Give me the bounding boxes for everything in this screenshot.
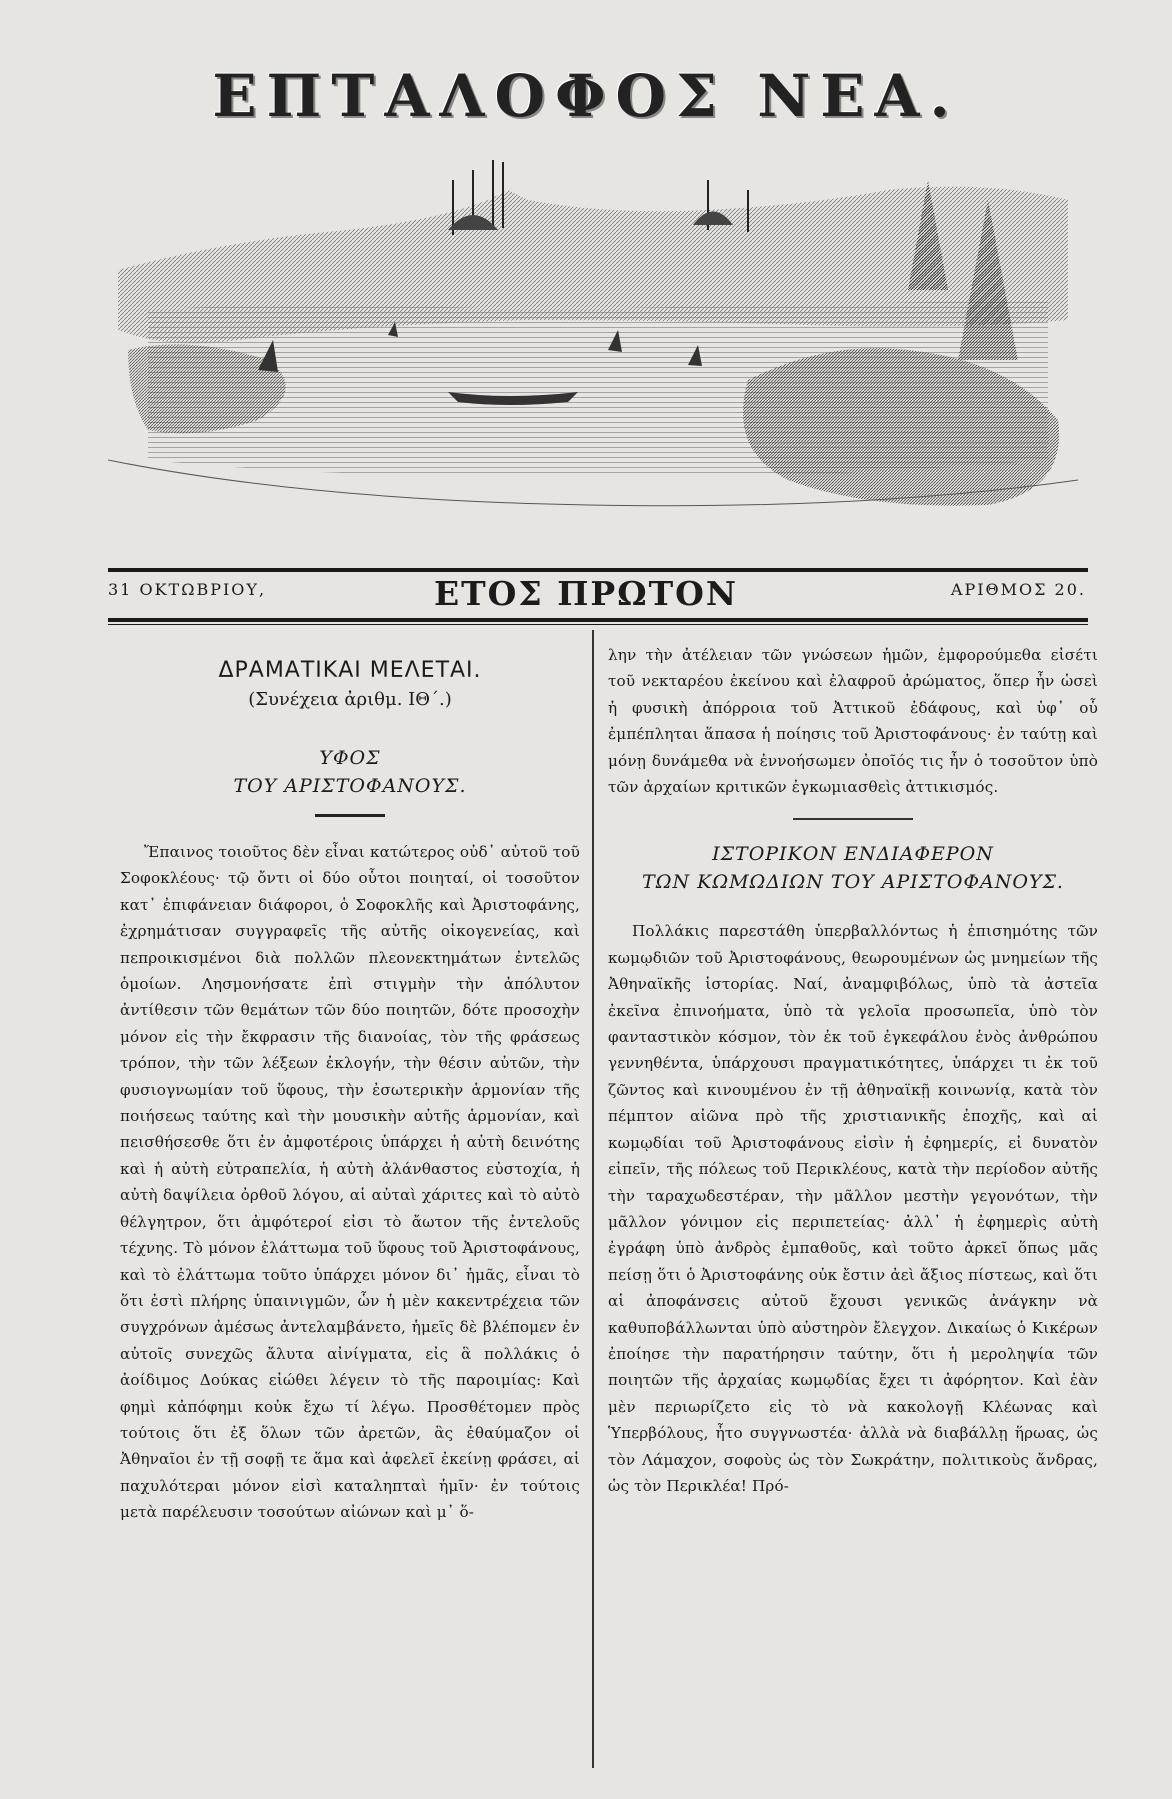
column-divider — [592, 630, 594, 1768]
article-subtitle: (Συνέχεια ἀριθμ. ΙΘ΄.) — [248, 689, 452, 710]
constantinople-engraving — [108, 160, 1078, 520]
section-heading-line2: ΤΟΥ ΑΡΙΣΤΟΦΑΝΟΥΣ. — [233, 775, 467, 797]
section-divider — [315, 814, 385, 817]
section-heading-right-line1: ΙΣΤΟΡΙΚΟΝ ΕΝΔΙΑΦΕΡΟΝ — [712, 843, 994, 866]
article-title: ΔΡΑΜΑΤΙΚΑΙ ΜΕΛΕΤΑΙ. — [218, 658, 482, 683]
header-rule-top — [108, 568, 1088, 572]
header-rule-bottom — [108, 618, 1088, 622]
section-divider-right — [793, 818, 913, 820]
masthead-title: ΕΠΤΑΛΟΦΟΣ ΝΕΑ. — [212, 62, 960, 130]
article-body: Ἔπαινος τοιοῦτος δὲν εἶναι κατώτερος οὐδ᾿ αὐτοῦ τοῦ Σοφοκλέους· τῷ ὄντι οἱ δύο οὗτοι ποιηταί, οἱ τοσοῦτον κατ᾿ ἐπιφάνειαν διάφοροι, ὁ Σοφοκλῆς καὶ Ἀριστοφάνης, ἐχρημάτισαν συγγραφεῖς τῆς αὐτῆς οἰκογενείας, καὶ πεπροικισμένοι διὰ πολλῶν πλεονεκτημάτων ἐντελῶς ὁμοίων. Λησμονήσατε ἐπὶ στιγμὴν τὴν ἀπόλυτον ἀντίθεσιν τῶν θεμάτων τῶν δύο ποιητῶν, δότε προσοχὴν μόνον εἰς τὴν ἔκφρασιν τῆς διανοίας, τὸν τῆς φράσεως τρόπον, τὴν τῶν λέξεων ἐκλογήν, τὴν θέσιν αὐτῶν, τὴν φυσιογνωμίαν τοῦ ὕφους, τὴν ἐσωτερικὴν ἁρμονίαν τῆς ποιήσεως ταύτης καὶ τὴν μουσικὴν αὐτῆς ἁρμονίαν, καὶ πεισθήσεσθε ὅτι ἐν ἀμφοτέροις ὑπάρχει ἡ αὐτὴ δεινότης καὶ ἡ αὐτὴ εὐτραπελία, ἡ αὐτὴ ἀλάνθαστος εὐστοχία, ἡ αὐτὴ δαψίλεια ὀρθοῦ λόγου, αἱ αὐταὶ χάριτες καὶ τὸ αὐτὸ θέλγητρον, ὅτι ἀμφότεροί εἰσι τὸ ἄωτον τῆς ἐντελοῦς τέχνης. Τὸ μόνον ἐλάττωμα τοῦ ὕφους τοῦ Ἀριστοφάνους, καὶ τὸ ἐλάττωμα τοῦτο ὑπάρχει μόνον δι᾿ ἡμᾶς, εἶναι τὸ ὅτι ἐστὶ πλήρης ὑπαινιγμῶν, ὧν ἡ μὲν κακεντρέχεια τῶν συγχρόνων ἀμέσως ἀντελαμβάνετο, ἡμεῖς δὲ βλέπομεν ἐν αὐτοῖς συνεχῶς ἄλυτα αἰνίγματα, εἰς ἃ πολλάκις ὁ ἀοίδιμος Δούκας εἰώθει λέγειν τὸ τῆς παροιμίας: Καὶ φημὶ κἀπόφημι κοὐκ ἔχω τί λέγω. Προσθέτομεν πρὸς τούτοις ὅτι ἐξ ὅλων τῶν ἀρετῶν, ἃς ἐθαύμαζον οἱ Ἀθηναῖοι ἐν τῇ σοφῇ τε ἅμα καὶ ἀφελεῖ ἐκείνῃ φράσει, αἱ παχυλότεραι μόνον εἰσὶ καταληπταὶ ἡμῖν· ἐν τούτοις μετὰ παρέλευσιν τοσούτων αἰώνων καὶ μ᾿ ὅ- — [120, 843, 580, 1522]
issue-number: ΑΡΙΘΜΟΣ 20. — [950, 580, 1086, 599]
section-heading-line1: ΥΦΟΣ — [319, 747, 381, 769]
right-column — [608, 640, 1098, 1499]
issue-year: ΕΤΟΣ ΠΡΩΤΟΝ — [433, 574, 739, 613]
header-rule-bottom-thin — [108, 624, 1088, 625]
section-heading-right-line2: ΤΩΝ ΚΩΜΩΔΙΩΝ ΤΟΥ ΑΡΙΣΤΟΦΑΝΟΥΣ. — [642, 871, 1064, 894]
left-column — [120, 640, 580, 1526]
continued-paragraph: λην τὴν ἀτέλειαν τῶν γνώσεων ἡμῶν, ἐμφορούμεθα εἰσέτι τοῦ νεκταρέου ἐκείνου καὶ ἐλαφροῦ ἀρώματος, ὅπερ ἦν ὡσεὶ ἡ φυσικὴ ἀπόρροια τοῦ Ἀττικοῦ ἐδάφους, καὶ ὑφ᾿ οὗ ἐμπέπληται ἅπασα ἡ ποίησις τοῦ Ἀριστοφάνους· ἐν ταύτῃ καὶ μόνῃ δυνάμεθα νὰ ἐννοήσωμεν ὁποῖός τις ἦν ὁ τοσοῦτον ὑπὸ τῶν ἀρχαίων κριτικῶν ἐγκωμιασθεὶς ἀττικισμός. — [608, 646, 1098, 797]
issue-date: 31 ΟΚΤΩΒΡΙΟΥ, — [108, 580, 267, 599]
section-body-right: Πολλάκις παρεστάθη ὑπερβαλλόντως ἡ ἐπισημότης τῶν κωμῳδιῶν τοῦ Ἀριστοφάνους, θεωρουμένων ὡς μνημείων τῆς Ἀθηναϊκῆς ἱστορίας. Ναί, ἀναμφιβόλως, ὑπὸ τὰ ἀστεῖα ἐκεῖνα ἐπινοήματα, ὑπὸ τὰ γελοῖα προσωπεῖα, ὑπὸ τὸν φανταστικὸν κόσμον, τὸν ἐκ τοῦ ἐγκεφάλου ἑνὸς ἀνθρώπου γεννηθέντα, ὑπάρχουσι πραγματικότητες, ὑπάρχει τι ἐκ τοῦ ζῶντος καὶ κινουμένου ἐν τῇ ἀθηναϊκῇ κοινωνίᾳ, κατὰ τὸν πέμπτον αἰῶνα πρὸ τῆς χριστιανικῆς ἐποχῆς, καὶ αἱ κωμῳδίαι τοῦ Ἀριστοφάνους εἰσὶν ἡ ἐφημερίς, εἰ δυνατὸν εἰπεῖν, τῆς πόλεως τοῦ Περικλέους, κατὰ τὴν περίοδον αὐτῆς τὴν ταραχωδεστέραν, τὴν μᾶλλον μεστὴν γεγονότων, τὴν μᾶλλον γόνιμον εἰς περιπετείας· ἀλλ᾿ ἡ ἐφημερὶς αὐτὴ ἐγράφη ὑπὸ ἀνδρὸς ἐμπαθοῦς, καὶ τοῦτο ἀρκεῖ ὅπως μᾶς πείσῃ ὅτι ὁ Ἀριστοφάνης οὐκ ἔστιν ἀεὶ ἄξιος πίστεως, καὶ ὅτι αἱ ἀποφάνσεις αὐτοῦ ἔχουσι γενικῶς ἀνάγκην νὰ καθυποβάλλωνται ὑπὸ αὐστηρὸν ἔλεγχον. Δικαίως ὁ Κικέρων ἐποίησε τὴν παρατήρησιν ταύτην, ὅτι ἡ μεροληψία τῶν ποιητῶν τῆς ἀρχαίας κωμῳδίας ἔχει τι ἀφόρητον. Καὶ ἐὰν μὲν περιωρίζετο εἰς τὸ νὰ κακολογῇ Κλέωνας καὶ Ὑπερβόλους, ἦτο συγγνωστέα· ἀλλὰ νὰ διαβάλλῃ ἥρωας, ὡς τὸν Λάμαχον, σοφοὺς ὡς τὸν Σωκράτην, πολιτικοὺς ἄνδρας, ὡς τὸν Περικλέα! Πρό- — [608, 922, 1098, 1495]
